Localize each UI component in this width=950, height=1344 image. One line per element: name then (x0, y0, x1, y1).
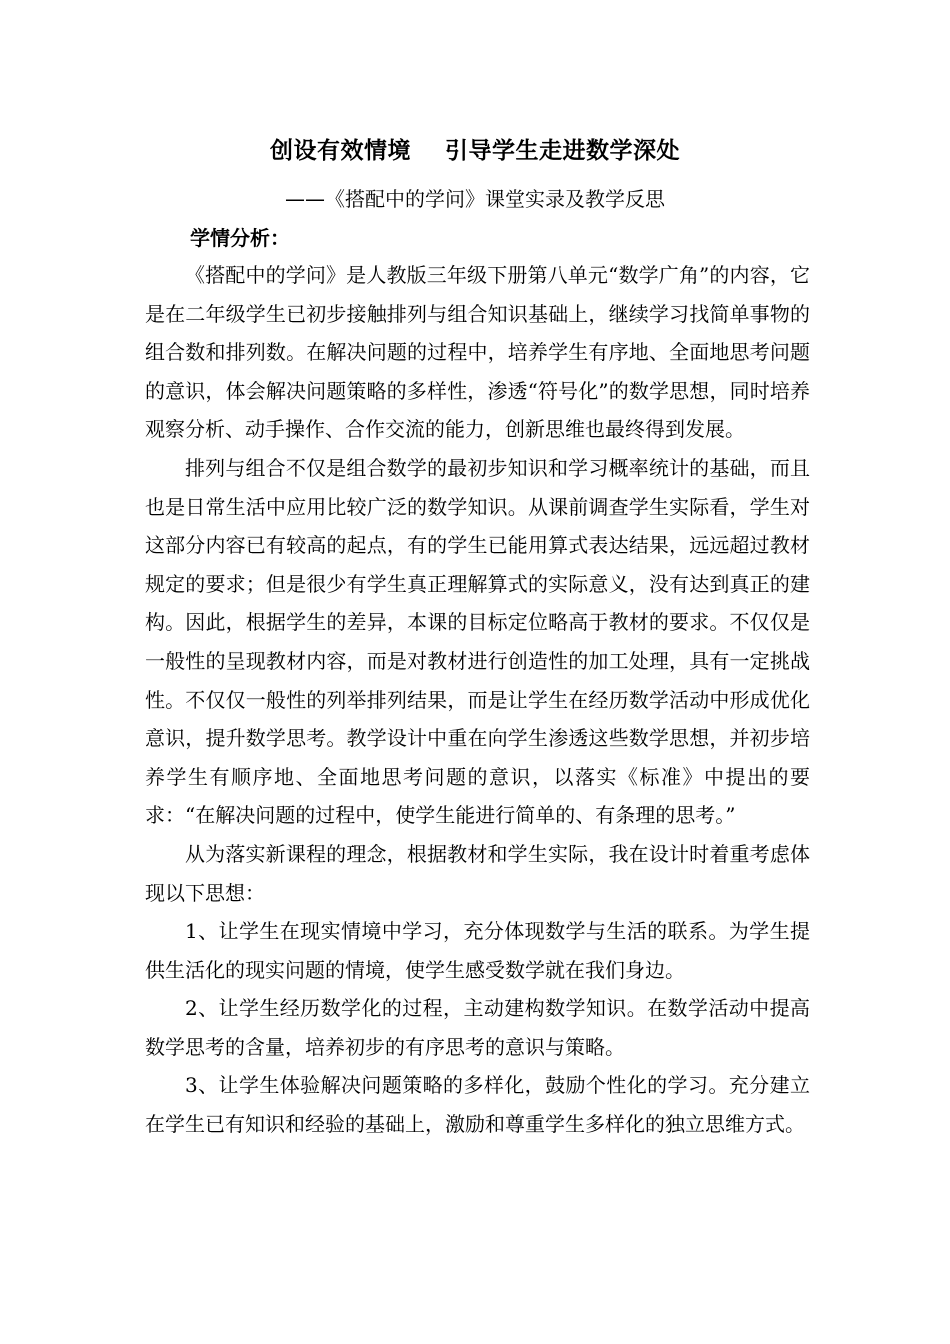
paragraph-3: 从为落实新课程的理念，根据教材和学生实际，我在设计时着重考虑体现以下思想： (145, 841, 810, 905)
paragraph-1: 《搭配中的学问》是人教版三年级下册第八单元“数学广角”的内容，它是在二年级学生已初步接触排列与组合知识基础上，继续学习找简单事物的组合数和排列数。在解决问题的过程中，培养学生有序地、全面地思考问题的意识，体会解决问题策略的多样性，渗透“符号化”的数学思想，同时培养观察分析、动手操作、合作交流的能力，创新思维也最终得到发展。 (145, 263, 810, 442)
paragraph-4: 1、让学生在现实情境中学习，充分体现数学与生活的联系。为学生提供生活化的现实问题的情境，使学生感受数学就在我们身边。 (145, 919, 810, 982)
body-text (145, 256, 810, 1144)
paragraph-6: 3、让学生体验解决问题策略的多样化，鼓励个性化的学习。充分建立在学生已有知识和经验的基础上，激励和尊重学生多样化的独立思维方式。 (145, 1073, 810, 1137)
document-subtitle: ——《搭配中的学问》课堂实录及教学反思 (285, 187, 665, 211)
document-title: 创设有效情境 引导学生走进数学深处 (269, 138, 681, 164)
paragraph-2: 排列与组合不仅是组合数学的最初步知识和学习概率统计的基础，而且也是日常生活中应用比较广泛的数学知识。从课前调查学生实际看，学生对这部分内容已有较高的起点，有的学生已能用算式表达结果，远远超过教材规定的要求；但是很少有学生真正理解算式的实际意义，没有达到真正的建构。因此，根据学生的差异，本课的目标定位略高于教材的要求。不仅仅是一般性的呈现教材内容，而是对教材进行创造性的加工处理，具有一定挑战性。不仅仅一般性的列举排列结果，而是让学生在经历数学活动中形成优化意识，提升数学思考。教学设计中重在向学生渗透这些数学思想，并初步培养学生有顺序地、全面地思考问题的意识，以落实《标准》中提出的要求：“在解决问题的过程中，使学生能进行简单的、有条理的思考。” (145, 455, 810, 828)
section-heading-learning-analysis: 学情分析： (190, 226, 290, 250)
paragraph-5: 2、让学生经历数学化的过程，主动建构数学知识。在数学活动中提高数学思考的含量，培养初步的有序思考的意识与策略。 (145, 996, 810, 1059)
